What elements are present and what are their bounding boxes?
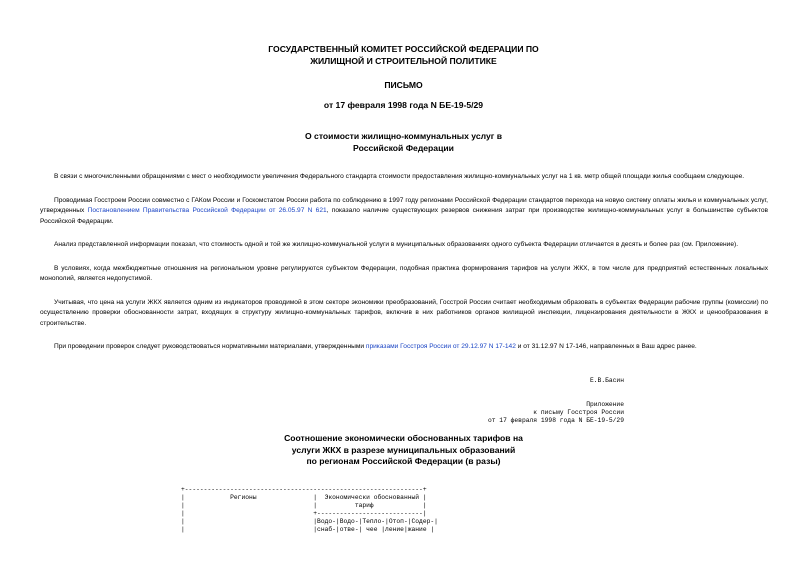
paragraph-4: В условиях, когда межбюджетные отношения на региональном уровне регулируются субъектом Федерации, подобная практика формирования тарифов на услуги ЖКХ, в том числе для предприятий естественных локальных монополий, является недопустимой. [40, 264, 768, 282]
table-title-line2: услуги ЖКХ в разрезе муниципальных образований [291, 444, 516, 455]
paragraph-2-text-a: Проводимая Госстроем России совместно с ГАКом России и Госкомстатом России работа по соблюдению в 1997 году регионами Российской Федерации стандартов перехода на новую систему оплаты жилья и коммунальных услуг, утвержденных [40, 196, 768, 214]
agency-name-line1: ГОСУДАРСТВЕННЫЙ КОМИТЕТ РОССИЙСКОЙ ФЕДЕРАЦИИ ПО [268, 44, 539, 54]
document-body [40, 172, 768, 366]
subject-line2: Российской Федерации [353, 143, 454, 153]
paragraph-6-text-a: При проведении проверок следует руководствоваться нормативными материалами, утвержденными [54, 343, 366, 350]
tariff-table: +---------------------------------------------------------------+ | Регионы | Экономически обоснованный | | | тариф | | +----------------------------| | |Водо-|Водо-|Тепло-|Отоп-|Содер-| | |снаб-|отве-| чее |ление|жание | [181, 486, 438, 533]
signature: Е.В.Басин [589, 377, 624, 384]
appendix-line2: к письму Госстроя России [533, 409, 624, 416]
appendix-line1: Приложение [586, 401, 624, 408]
document-date: от 17 февраля 1998 года N БЕ-19-5/29 [323, 100, 484, 110]
paragraph-3: Анализ представленной информации показал, что стоимость одной и той же жилищно-коммунальной услуги в муниципальных образованиях одного субъекта Федерации отличается в десять и более раз (см. Приложение). [54, 241, 739, 248]
appendix-reference [400, 401, 624, 425]
appendix-line3: от 17 февраля 1998 года N БЕ-19-5/29 [487, 417, 624, 424]
table-title-line3: по регионам Российской Федерации (в разы) [306, 456, 501, 466]
paragraph-5: Учитывая, что цена на услуги ЖКХ является одним из индикаторов проводимой в этом секторе экономики преобразований, Госстрой России считает необходимым образовать в субъектах Федерации рабочие группы (комиссии) по осуществлению проверки обоснованности затрат, входящих в структуру жилищно-коммунальных тарифов, включив в них работников органов жилищной инспекции, лицензирования деятельности в ЖКХ и ценообразования в строительстве. [40, 298, 768, 327]
document-type: ПИСЬМО [384, 80, 423, 90]
government-decree-link[interactable]: Постановлением Правительства Российской Федерации от 26.05.97 N 621 [87, 207, 327, 214]
paragraph-6 [40, 342, 768, 353]
table-title [0, 433, 807, 468]
paragraph-6-text-b: и от 31.12.97 N 17-146, направленных в Ваш адрес ранее. [515, 343, 697, 350]
paragraph-1: В связи с многочисленными обращениями с мест о необходимости увеличения Федерального стандарта стоимости предоставления жилищно-коммунальных услуг на 1 кв. метр общей площади жилья сообщаем следующее. [54, 173, 745, 180]
paragraph-2-text-b: , показало наличие существующих резервов снижения затрат при производстве жилищно-коммунальных услуг в большинстве субъектов Российской Федерации. [40, 207, 769, 225]
document-subject [0, 130, 807, 154]
gosstroy-orders-link[interactable]: приказами Госстроя России от 29.12.97 N 17-142 [365, 343, 516, 350]
agency-header [0, 43, 807, 67]
table-title-line1: Соотношение экономически обоснованных тарифов на [284, 433, 523, 443]
paragraph-2 [40, 196, 768, 228]
agency-name-line2: ЖИЛИЩНОЙ И СТРОИТЕЛЬНОЙ ПОЛИТИКЕ [310, 56, 497, 66]
subject-line1: О стоимости жилищно-коммунальных услуг в [304, 131, 503, 141]
